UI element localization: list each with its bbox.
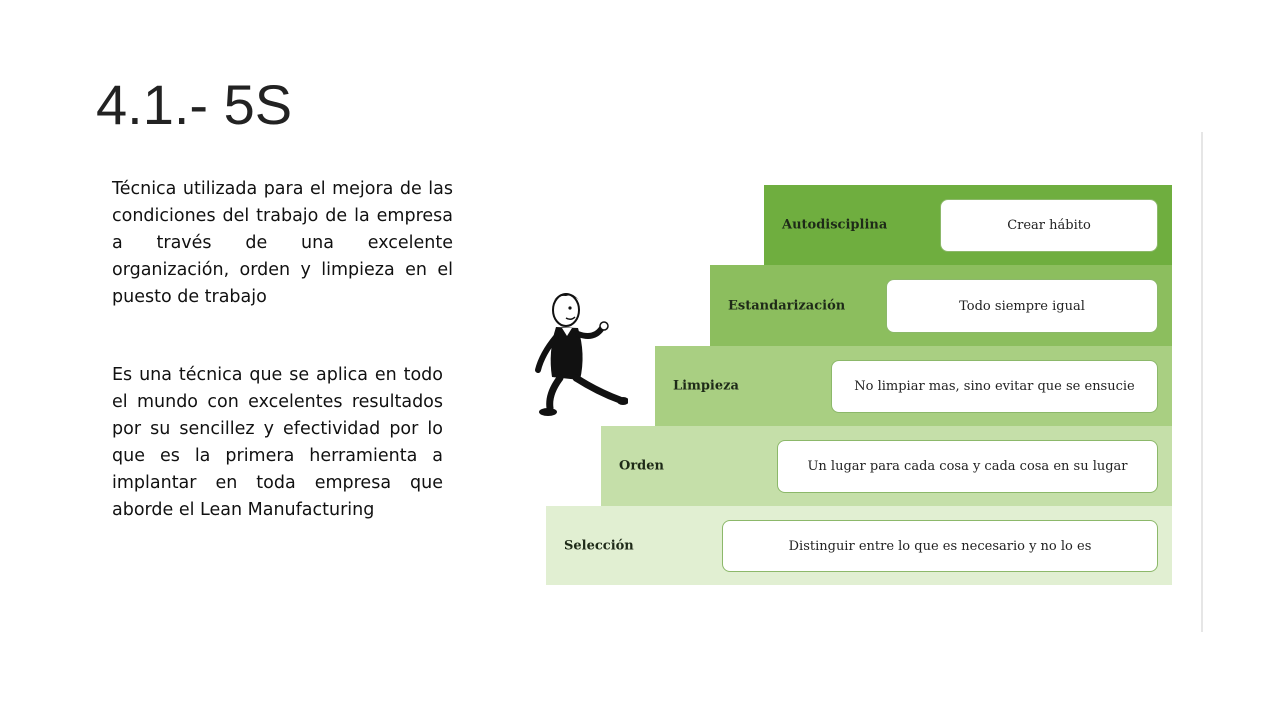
step-limpieza: [655, 346, 1172, 426]
step-autodisciplina: [764, 185, 1172, 265]
step-description: Todo siempre igual: [886, 279, 1158, 333]
paragraph-application: Es una técnica que se aplica en todo el mundo con excelentes resultados por su sencillez y efectividad por lo que es la primera herramienta a implantar en toda empresa que aborde el Lean Manufacturing: [112, 365, 443, 520]
step-description: No limpiar mas, sino evitar que se ensucie: [831, 360, 1158, 413]
step-seleccion: [546, 506, 1172, 585]
step-label: Selección: [564, 538, 634, 553]
step-estandarizacion: [710, 265, 1172, 346]
slide-title: 4.1.- 5S: [96, 73, 293, 136]
step-description: Un lugar para cada cosa y cada cosa en su lugar: [777, 440, 1158, 493]
step-description: Distinguir entre lo que es necesario y no lo es: [722, 520, 1158, 572]
step-orden: [601, 426, 1172, 506]
step-label: Limpieza: [673, 378, 739, 394]
climbing-figure-illustration: [528, 282, 628, 432]
vertical-divider: [1201, 132, 1203, 632]
step-label: Estandarización: [728, 298, 846, 313]
step-label: Orden: [619, 458, 664, 474]
paragraph-definition: Técnica utilizada para el mejora de las condiciones del trabajo de la empresa a través de una excelente organización, orden y limpieza en el puesto de trabajo: [112, 179, 453, 307]
step-description: Crear hábito: [940, 199, 1158, 252]
step-label: Autodisciplina: [782, 217, 888, 233]
